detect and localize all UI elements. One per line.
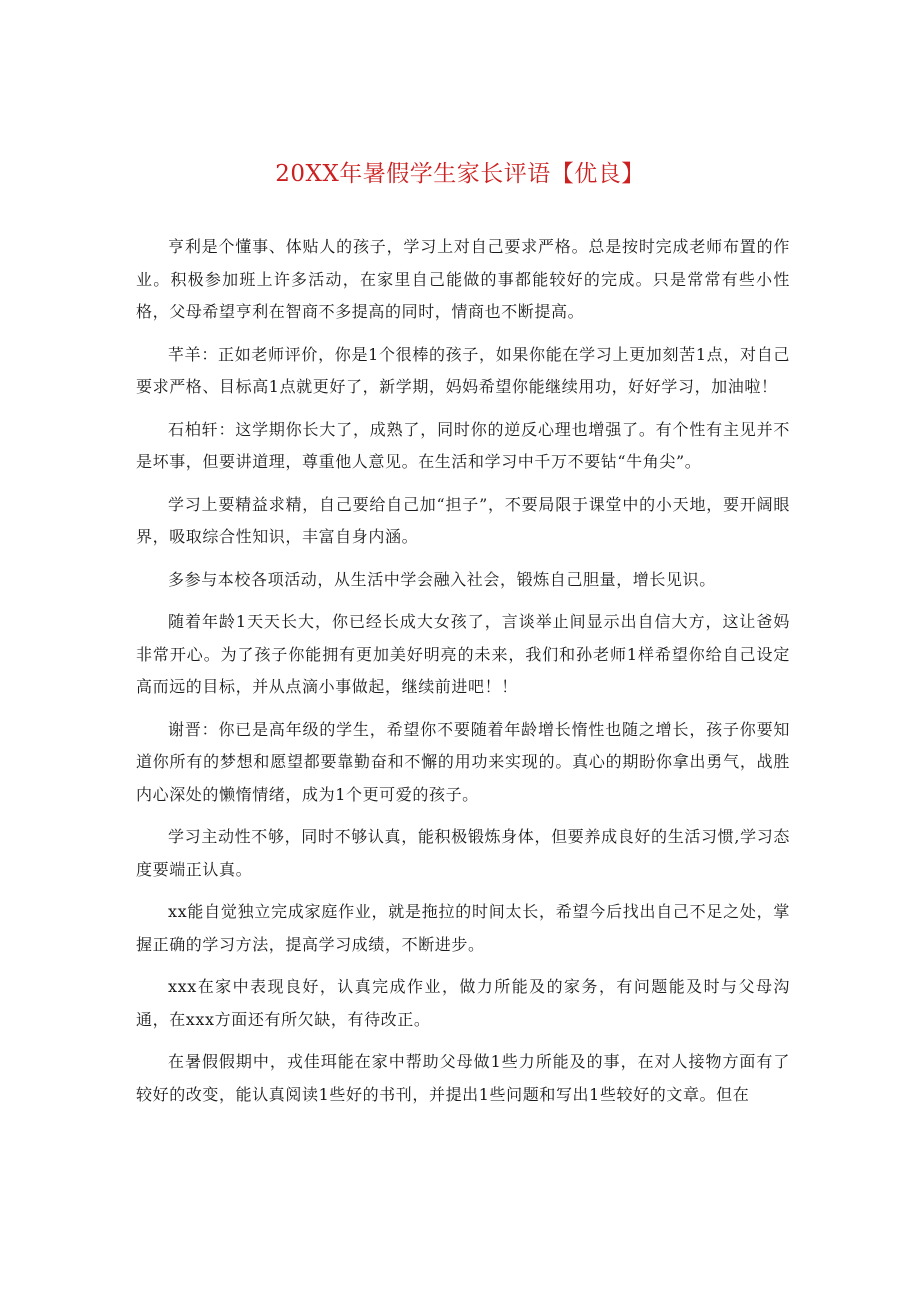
paragraph: 多参与本校各项活动，从生活中学会融入社会，锻炼自己胆量，增长见识。	[168, 569, 716, 589]
paragraph: 在暑假假期中，戎佳珥能在家中帮助父母做1些力所能及的事，在对人接物方面有了较好的改变，能认真阅读1些好的书刊，并提出1些问题和写出1些较好的文章。但在	[136, 1052, 790, 1104]
paragraph: 随着年龄1天天长大，你已经长成大女孩了，言谈举止间显示出自信大方，这让爸妈非常开心。为了孩子你能拥有更加美好明亮的未来，我们和孙老师1样希望你给自己设定高而远的目标，并从点滴小事做起，继续前进吧！！	[136, 612, 790, 696]
paragraph: 亨利是个懂事、体贴人的孩子，学习上对自己要求严格。总是按时完成老师布置的作业。积极参加班上许多活动，在家里自己能做的事都能较好的完成。只是常常有些小性格，父母希望亨利在智商不多提高的同时，情商也不断提高。	[136, 237, 790, 321]
document-body	[136, 231, 790, 1121]
paragraph: 芊羊：正如老师评价，你是1个很棒的孩子，如果你能在学习上更加刻苦1点，对自己要求严格、目标高1点就更好了，新学期，妈妈希望你能继续用功，好好学习，加油啦！	[136, 344, 790, 396]
paragraph: 石柏轩：这学期你长大了，成熟了，同时你的逆反心理也增强了。有个性有主见并不是坏事，但要讲道理，尊重他人意见。在生活和学习中千万不要钻“牛角尖”。	[136, 419, 790, 471]
document-title: 20XX年暑假学生家长评语【优良】	[275, 161, 645, 187]
paragraph: 学习上要精益求精，自己要给自己加“担子”，不要局限于课堂中的小天地，要开阔眼界，吸取综合性知识，丰富自身内涵。	[136, 494, 790, 546]
paragraph: 学习主动性不够，同时不够认真，能积极锻炼身体，但要养成良好的生活习惯,学习态度要端正认真。	[136, 827, 790, 879]
paragraph: xxx在家中表现良好，认真完成作业，做力所能及的家务，有问题能及时与父母沟通，在xxx方面还有所欠缺，有待改正。	[136, 977, 790, 1029]
paragraph: 谢晋：你已是高年级的学生，希望你不要随着年龄增长惰性也随之增长，孩子你要知道你所有的梦想和愿望都要靠勤奋和不懈的用功来实现的。真心的期盼你拿出勇气，战胜内心深处的懒惰情绪，成为1个更可爱的孩子。	[136, 719, 790, 804]
paragraph: xx能自觉独立完成家庭作业，就是拖拉的时间太长，希望今后找出自己不足之处，掌握正确的学习方法，提高学习成绩，不断进步。	[136, 902, 790, 954]
